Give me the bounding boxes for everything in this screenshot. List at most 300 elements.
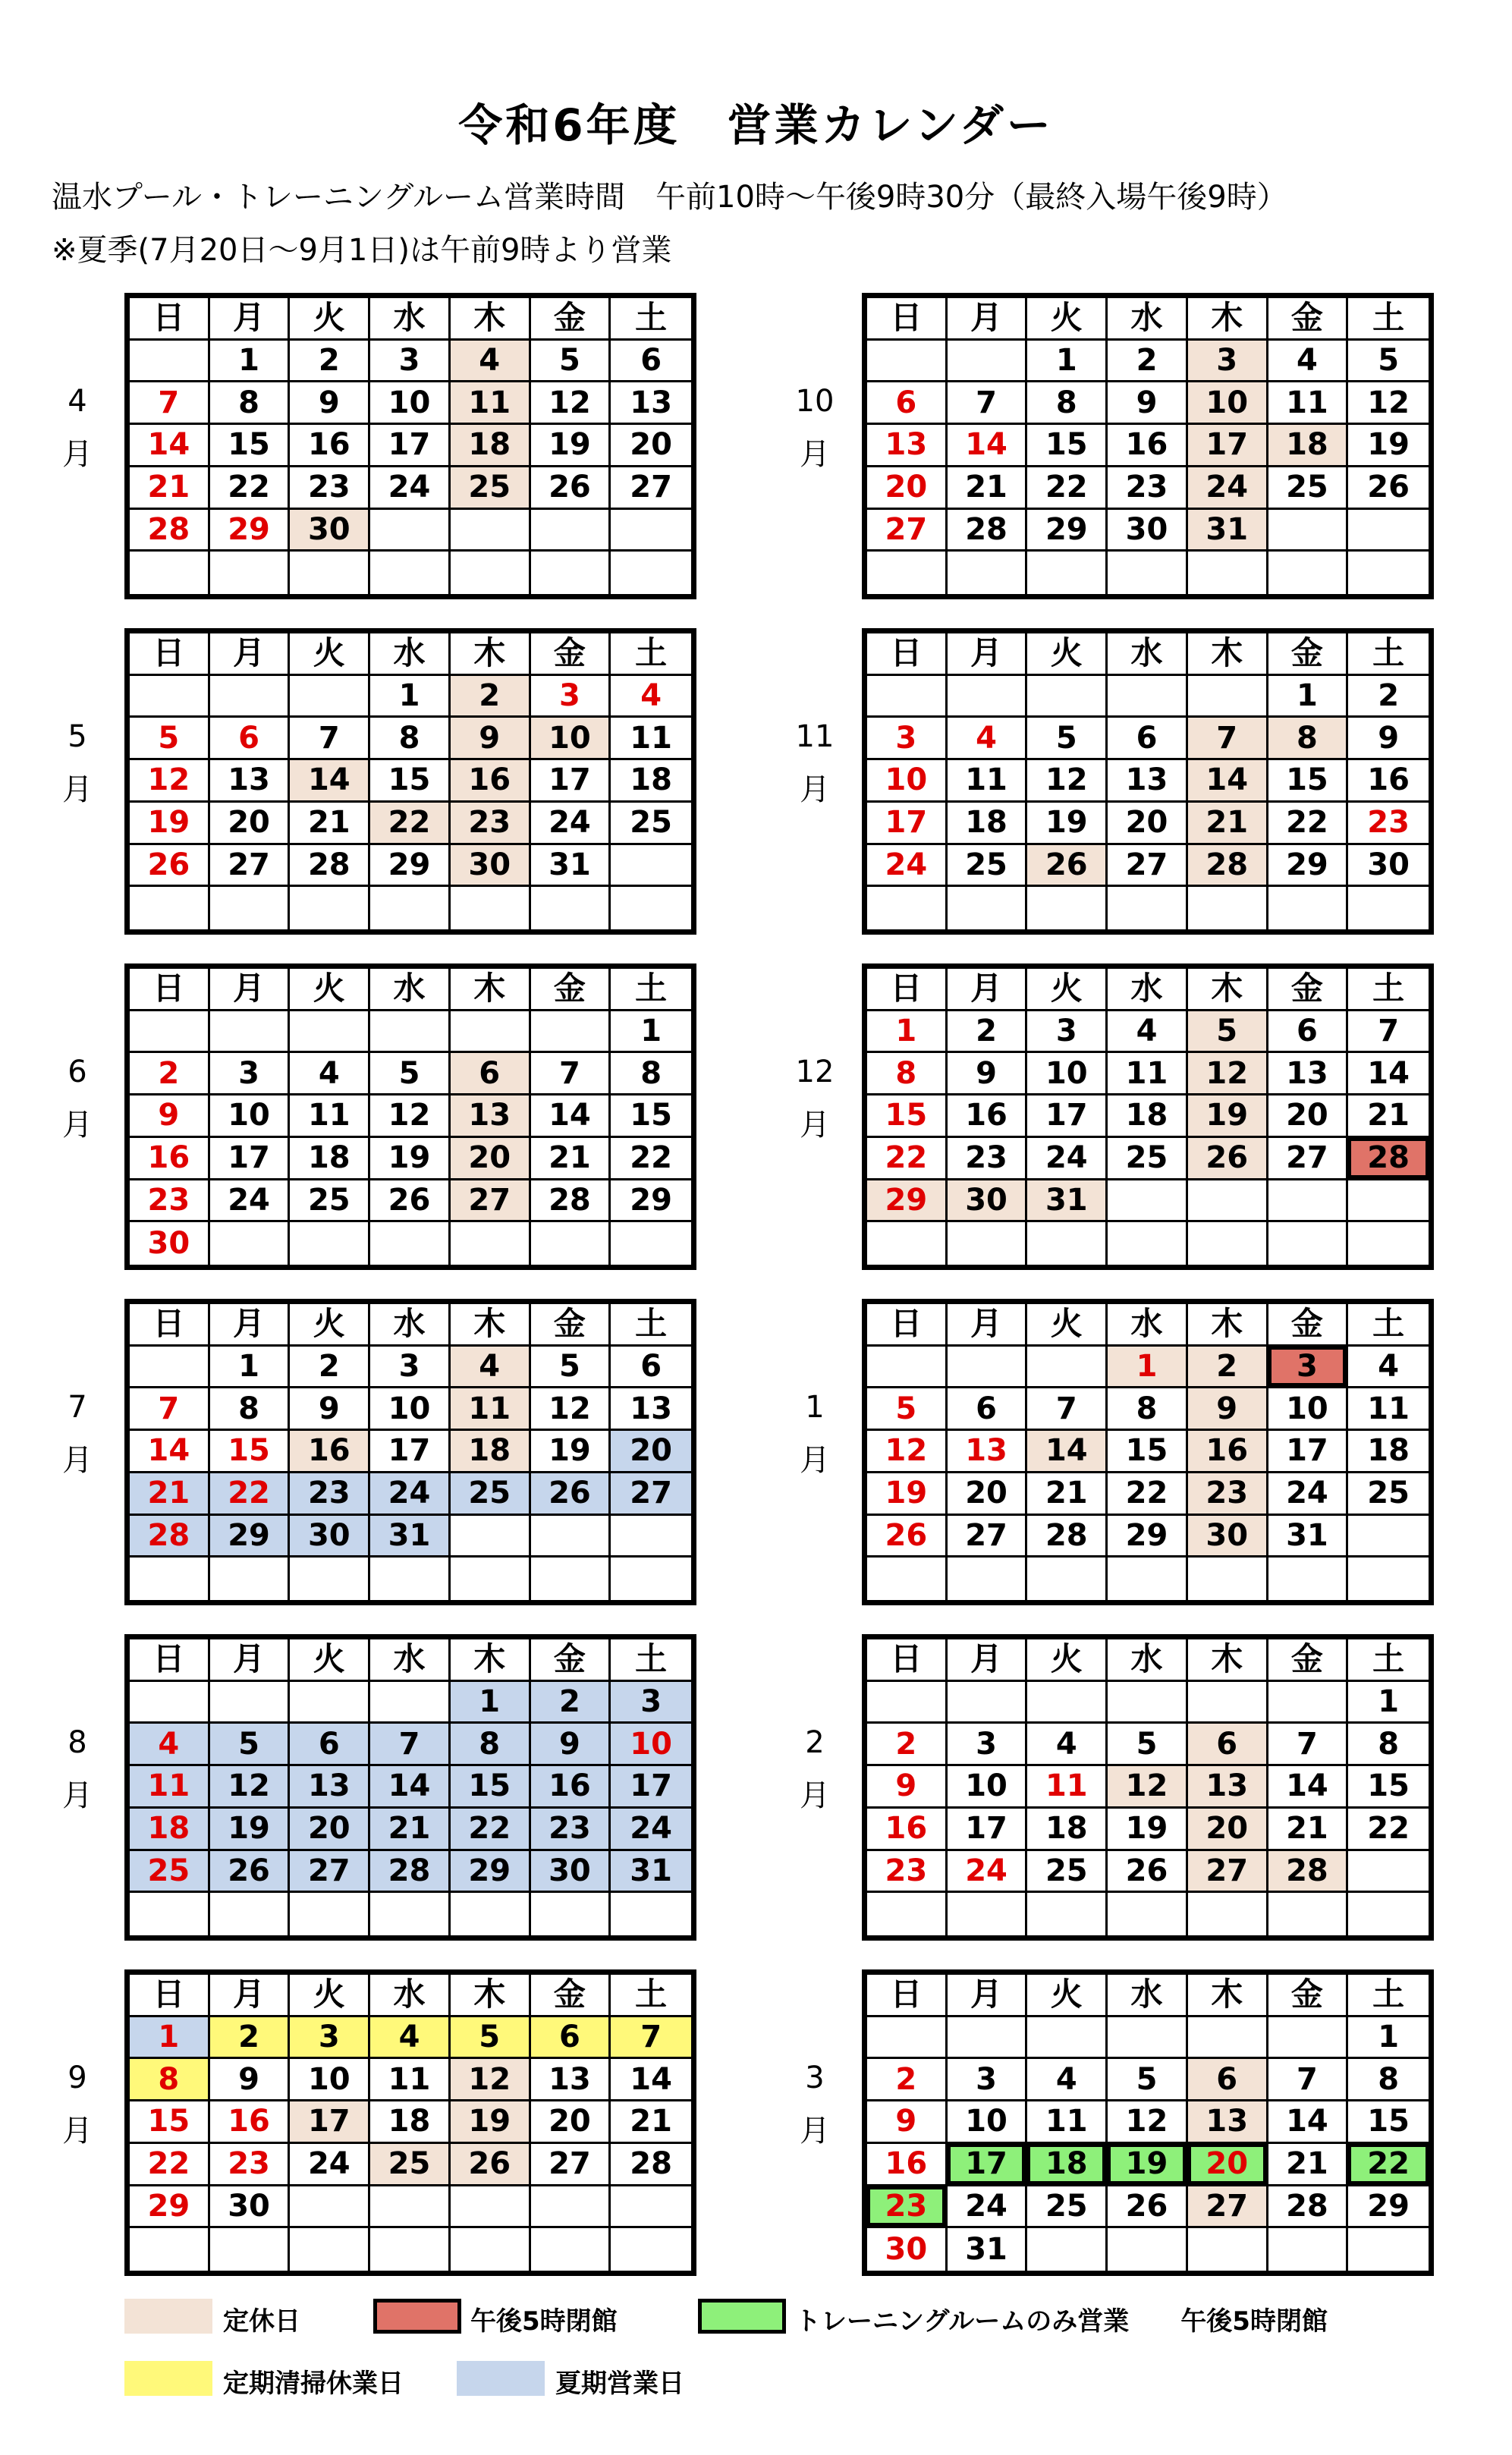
weekday-header: 金 <box>531 969 611 1011</box>
legend-label: 定休日 <box>223 2306 300 2337</box>
day-cell: 20 <box>290 1809 370 1851</box>
empty-cell <box>611 887 691 929</box>
empty-cell <box>1188 887 1268 929</box>
day-cell: 12 <box>531 1388 611 1431</box>
day-cell: 6 <box>611 341 691 383</box>
empty-cell <box>531 2228 611 2271</box>
weekday-header: 土 <box>1348 1975 1429 2017</box>
day-cell: 22 <box>130 2144 210 2186</box>
day-cell: 15 <box>611 1095 691 1138</box>
day-cell: 15 <box>210 1431 291 1473</box>
day-cell: 14 <box>1268 2101 1349 2144</box>
empty-cell <box>531 887 611 929</box>
day-cell: 14 <box>948 425 1028 467</box>
day-cell: 3 <box>867 718 948 760</box>
empty-cell <box>1348 1558 1429 1600</box>
legend-swatch <box>124 2299 212 2334</box>
weekday-header: 土 <box>611 1304 691 1347</box>
empty-cell <box>867 887 948 929</box>
day-cell: 19 <box>130 803 210 845</box>
day-cell: 24 <box>867 845 948 888</box>
day-cell: 9 <box>1348 718 1429 760</box>
day-cell: 26 <box>210 1851 291 1894</box>
calendar-grid <box>124 1634 696 1941</box>
empty-cell <box>370 1222 451 1265</box>
day-cell: 9 <box>290 1388 370 1431</box>
day-cell: 28 <box>611 2144 691 2186</box>
day-cell: 30 <box>290 510 370 552</box>
month-number: 1 <box>805 1390 825 1425</box>
weekday-header: 水 <box>370 633 451 676</box>
weekday-header: 金 <box>1268 1975 1349 2017</box>
empty-cell <box>130 2228 210 2271</box>
day-cell: 5 <box>451 2017 531 2060</box>
weekday-header: 月 <box>210 298 291 341</box>
empty-cell <box>611 1516 691 1558</box>
day-cell: 28 <box>1188 845 1268 888</box>
day-cell: 11 <box>1108 1053 1188 1095</box>
month-label <box>777 1381 853 1487</box>
empty-cell <box>531 1558 611 1600</box>
day-cell: 26 <box>451 2144 531 2186</box>
month-label <box>777 375 853 481</box>
weekday-header: 火 <box>290 1304 370 1347</box>
month-label <box>777 1045 853 1152</box>
month-unit: 月 <box>800 1443 830 1478</box>
day-cell: 5 <box>531 341 611 383</box>
month-number: 12 <box>795 1055 835 1089</box>
empty-cell <box>1027 676 1108 718</box>
month-calendar-6 <box>62 963 696 1270</box>
weekday-header: 水 <box>370 1975 451 2017</box>
month-unit: 月 <box>800 437 830 472</box>
day-cell: 1 <box>210 341 291 383</box>
day-cell: 13 <box>531 2059 611 2101</box>
empty-cell <box>1348 510 1429 552</box>
weekday-header: 木 <box>1188 1639 1268 1682</box>
day-cell: 22 <box>611 1138 691 1180</box>
day-cell: 24 <box>948 1851 1028 1894</box>
day-cell: 23 <box>948 1138 1028 1180</box>
day-cell: 8 <box>1348 2059 1429 2101</box>
day-cell: 11 <box>948 760 1028 803</box>
empty-cell <box>1268 1180 1349 1223</box>
day-cell: 25 <box>1027 2186 1108 2229</box>
weekday-header: 木 <box>1188 969 1268 1011</box>
weekday-header: 金 <box>1268 298 1349 341</box>
day-cell: 27 <box>948 1516 1028 1558</box>
month-label <box>39 1381 115 1487</box>
empty-cell <box>531 510 611 552</box>
empty-cell <box>1188 1558 1268 1600</box>
empty-cell <box>451 1893 531 1935</box>
day-cell: 16 <box>1188 1431 1268 1473</box>
month-number: 4 <box>68 384 87 419</box>
day-cell: 27 <box>611 1473 691 1516</box>
weekday-header: 月 <box>948 1639 1028 1682</box>
day-cell: 5 <box>1027 718 1108 760</box>
empty-cell <box>1188 1893 1268 1935</box>
day-cell: 3 <box>290 2017 370 2060</box>
day-cell: 1 <box>370 676 451 718</box>
day-cell: 6 <box>1108 718 1188 760</box>
empty-cell <box>451 1516 531 1558</box>
weekday-header: 月 <box>210 969 291 1011</box>
day-cell: 7 <box>611 2017 691 2060</box>
calendar-grid <box>124 1299 696 1605</box>
calendar-grid <box>862 963 1434 1270</box>
day-cell: 24 <box>370 467 451 510</box>
day-cell: 30 <box>531 1851 611 1894</box>
month-unit: 月 <box>62 2114 93 2149</box>
day-cell: 14 <box>1188 760 1268 803</box>
day-cell: 27 <box>531 2144 611 2186</box>
day-cell: 20 <box>611 1431 691 1473</box>
day-cell: 28 <box>948 510 1028 552</box>
weekday-header: 月 <box>210 1304 291 1347</box>
day-cell: 3 <box>1188 341 1268 383</box>
day-cell: 10 <box>1268 1388 1349 1431</box>
day-cell: 16 <box>531 1766 611 1809</box>
day-cell: 10 <box>948 2101 1028 2144</box>
empty-cell <box>1027 1222 1108 1265</box>
day-cell: 12 <box>531 382 611 425</box>
day-cell: 25 <box>451 467 531 510</box>
empty-cell <box>1027 2228 1108 2271</box>
day-cell: 15 <box>210 425 291 467</box>
day-cell: 27 <box>451 1180 531 1223</box>
empty-cell <box>948 1893 1028 1935</box>
empty-cell <box>210 676 291 718</box>
day-cell: 8 <box>1108 1388 1188 1431</box>
weekday-header: 火 <box>1027 298 1108 341</box>
empty-cell <box>1348 1851 1429 1894</box>
day-cell: 13 <box>1188 2101 1268 2144</box>
month-calendar-12 <box>795 963 1434 1270</box>
day-cell: 28 <box>1268 2186 1349 2229</box>
weekday-header: 月 <box>948 298 1028 341</box>
empty-cell <box>531 1516 611 1558</box>
empty-cell <box>948 1222 1028 1265</box>
day-cell: 4 <box>290 1053 370 1095</box>
day-cell: 3 <box>1027 1011 1108 1054</box>
day-cell: 21 <box>611 2101 691 2144</box>
day-cell: 7 <box>130 1388 210 1431</box>
day-cell: 31 <box>1027 1180 1108 1223</box>
day-cell: 2 <box>130 1053 210 1095</box>
empty-cell <box>370 1682 451 1724</box>
month-number: 8 <box>68 1725 87 1760</box>
empty-cell <box>1268 510 1349 552</box>
day-cell: 14 <box>130 425 210 467</box>
day-cell: 26 <box>1027 845 1108 888</box>
empty-cell <box>1188 676 1268 718</box>
day-cell: 23 <box>867 2186 948 2229</box>
empty-cell <box>867 676 948 718</box>
day-cell: 29 <box>451 1851 531 1894</box>
empty-cell <box>1108 1682 1188 1724</box>
weekday-header: 土 <box>611 1639 691 1682</box>
month-unit: 月 <box>800 772 830 807</box>
day-cell: 15 <box>1268 760 1349 803</box>
calendar-grid <box>862 1299 1434 1605</box>
weekday-header: 金 <box>531 1639 611 1682</box>
day-cell: 23 <box>290 1473 370 1516</box>
empty-cell <box>867 1893 948 1935</box>
day-cell: 7 <box>948 382 1028 425</box>
empty-cell <box>1348 1222 1429 1265</box>
calendar-grid <box>124 1969 696 2276</box>
day-cell: 21 <box>370 1809 451 1851</box>
day-cell: 28 <box>290 845 370 888</box>
month-calendar-11 <box>795 628 1434 935</box>
day-cell: 13 <box>1108 760 1188 803</box>
day-cell: 4 <box>1348 1347 1429 1389</box>
day-cell: 8 <box>210 1388 291 1431</box>
empty-cell <box>1108 1558 1188 1600</box>
day-cell: 2 <box>290 341 370 383</box>
day-cell: 17 <box>1268 1431 1349 1473</box>
day-cell: 6 <box>290 1724 370 1766</box>
month-label <box>777 2051 853 2158</box>
day-cell: 30 <box>130 1222 210 1265</box>
day-cell: 17 <box>210 1138 291 1180</box>
empty-cell <box>210 1558 291 1600</box>
weekday-header: 日 <box>130 1639 210 1682</box>
day-cell: 12 <box>867 1431 948 1473</box>
day-cell: 3 <box>370 341 451 383</box>
empty-cell <box>1348 887 1429 929</box>
day-cell: 11 <box>451 1388 531 1431</box>
empty-cell <box>451 552 531 594</box>
weekday-header: 土 <box>1348 1304 1429 1347</box>
day-cell: 18 <box>1348 1431 1429 1473</box>
day-cell: 28 <box>531 1180 611 1223</box>
empty-cell <box>1188 552 1268 594</box>
day-cell: 18 <box>948 803 1028 845</box>
day-cell: 1 <box>1027 341 1108 383</box>
day-cell: 16 <box>210 2101 291 2144</box>
day-cell: 3 <box>210 1053 291 1095</box>
month-number: 2 <box>805 1725 825 1760</box>
month-number: 3 <box>805 2061 825 2095</box>
empty-cell <box>130 887 210 929</box>
day-cell: 12 <box>451 2059 531 2101</box>
day-cell: 22 <box>210 1473 291 1516</box>
weekday-header: 日 <box>867 1975 948 2017</box>
day-cell: 20 <box>867 467 948 510</box>
empty-cell <box>1348 2228 1429 2271</box>
weekday-header: 木 <box>451 633 531 676</box>
legend-swatch <box>457 2361 545 2396</box>
day-cell: 5 <box>370 1053 451 1095</box>
calendar-grid <box>124 963 696 1270</box>
month-number: 11 <box>795 719 835 754</box>
day-cell: 11 <box>290 1095 370 1138</box>
day-cell: 19 <box>1188 1095 1268 1138</box>
day-cell: 17 <box>370 425 451 467</box>
weekday-header: 木 <box>1188 1975 1268 2017</box>
day-cell: 25 <box>290 1180 370 1223</box>
day-cell: 24 <box>1268 1473 1349 1516</box>
day-cell: 6 <box>531 2017 611 2060</box>
day-cell: 21 <box>1348 1095 1429 1138</box>
month-calendar-10 <box>795 293 1434 599</box>
day-cell: 5 <box>130 718 210 760</box>
empty-cell <box>531 1222 611 1265</box>
day-cell: 13 <box>611 1388 691 1431</box>
day-cell: 19 <box>531 425 611 467</box>
empty-cell <box>1268 1222 1349 1265</box>
empty-cell <box>370 552 451 594</box>
day-cell: 19 <box>370 1138 451 1180</box>
day-cell: 15 <box>451 1766 531 1809</box>
day-cell: 1 <box>130 2017 210 2060</box>
empty-cell <box>1188 2228 1268 2271</box>
empty-cell <box>1108 2228 1188 2271</box>
day-cell: 4 <box>1027 2059 1108 2101</box>
day-cell: 11 <box>451 382 531 425</box>
empty-cell <box>611 2186 691 2229</box>
day-cell: 12 <box>1348 382 1429 425</box>
day-cell: 29 <box>1108 1516 1188 1558</box>
day-cell: 4 <box>370 2017 451 2060</box>
legend-swatch <box>698 2299 786 2334</box>
day-cell: 5 <box>531 1347 611 1389</box>
empty-cell <box>1348 552 1429 594</box>
weekday-header: 日 <box>867 969 948 1011</box>
day-cell: 4 <box>1108 1011 1188 1054</box>
day-cell: 8 <box>867 1053 948 1095</box>
day-cell: 7 <box>1268 1724 1349 1766</box>
day-cell: 25 <box>1108 1138 1188 1180</box>
day-cell: 23 <box>130 1180 210 1223</box>
month-number: 9 <box>68 2061 87 2095</box>
empty-cell <box>290 1893 370 1935</box>
weekday-header: 月 <box>210 1639 291 1682</box>
day-cell: 30 <box>1108 510 1188 552</box>
day-cell: 10 <box>210 1095 291 1138</box>
day-cell: 17 <box>290 2101 370 2144</box>
day-cell: 21 <box>1268 1809 1349 1851</box>
empty-cell <box>290 552 370 594</box>
month-unit: 月 <box>62 1108 93 1143</box>
day-cell: 14 <box>531 1095 611 1138</box>
weekday-header: 木 <box>1188 633 1268 676</box>
day-cell: 5 <box>1108 2059 1188 2101</box>
day-cell: 11 <box>1268 382 1349 425</box>
empty-cell <box>1348 1893 1429 1935</box>
weekday-header: 火 <box>290 969 370 1011</box>
day-cell: 17 <box>611 1766 691 1809</box>
empty-cell <box>370 2228 451 2271</box>
day-cell: 12 <box>130 760 210 803</box>
day-cell: 30 <box>1188 1516 1268 1558</box>
empty-cell <box>1027 552 1108 594</box>
day-cell: 27 <box>1268 1138 1349 1180</box>
day-cell: 30 <box>210 2186 291 2229</box>
day-cell: 2 <box>290 1347 370 1389</box>
weekday-header: 水 <box>1108 969 1188 1011</box>
day-cell: 25 <box>948 845 1028 888</box>
day-cell: 6 <box>948 1388 1028 1431</box>
business-hours-text: 温水プール・トレーニングルーム営業時間 午前10時～午後9時30分（最終入場午後9時） <box>52 180 1287 215</box>
month-unit: 月 <box>62 1778 93 1813</box>
empty-cell <box>611 1222 691 1265</box>
empty-cell <box>370 510 451 552</box>
day-cell: 23 <box>1188 1473 1268 1516</box>
day-cell: 25 <box>451 1473 531 1516</box>
empty-cell <box>451 1011 531 1054</box>
month-label <box>777 1716 853 1822</box>
day-cell: 6 <box>210 718 291 760</box>
empty-cell <box>531 1893 611 1935</box>
day-cell: 28 <box>130 510 210 552</box>
weekday-header: 日 <box>867 1639 948 1682</box>
day-cell: 27 <box>1188 2186 1268 2229</box>
day-cell: 29 <box>210 1516 291 1558</box>
day-cell: 7 <box>1348 1011 1429 1054</box>
day-cell: 31 <box>531 845 611 888</box>
day-cell: 19 <box>531 1431 611 1473</box>
weekday-header: 火 <box>1027 1975 1108 2017</box>
day-cell: 9 <box>867 2101 948 2144</box>
day-cell: 3 <box>370 1347 451 1389</box>
empty-cell <box>1268 552 1349 594</box>
weekday-header: 木 <box>1188 1304 1268 1347</box>
weekday-header: 木 <box>451 1639 531 1682</box>
page-title: 令和6年度 営業カレンダー <box>458 99 1054 151</box>
day-cell: 19 <box>1027 803 1108 845</box>
month-number: 7 <box>68 1390 87 1425</box>
day-cell: 9 <box>290 382 370 425</box>
day-cell: 2 <box>1188 1347 1268 1389</box>
empty-cell <box>867 341 948 383</box>
weekday-header: 土 <box>1348 633 1429 676</box>
empty-cell <box>1027 1893 1108 1935</box>
day-cell: 17 <box>1027 1095 1108 1138</box>
day-cell: 26 <box>370 1180 451 1223</box>
day-cell: 12 <box>1027 760 1108 803</box>
day-cell: 14 <box>290 760 370 803</box>
weekday-header: 金 <box>531 298 611 341</box>
month-number: 5 <box>68 719 87 754</box>
day-cell: 31 <box>1268 1516 1349 1558</box>
empty-cell <box>130 341 210 383</box>
day-cell: 26 <box>867 1516 948 1558</box>
day-cell: 16 <box>867 2144 948 2186</box>
empty-cell <box>290 2228 370 2271</box>
empty-cell <box>130 1347 210 1389</box>
day-cell: 9 <box>1188 1388 1268 1431</box>
weekday-header: 火 <box>1027 1304 1108 1347</box>
day-cell: 8 <box>130 2059 210 2101</box>
day-cell: 16 <box>948 1095 1028 1138</box>
day-cell: 20 <box>531 2101 611 2144</box>
day-cell: 15 <box>1108 1431 1188 1473</box>
month-calendar-5 <box>62 628 696 935</box>
weekday-header: 日 <box>867 298 948 341</box>
day-cell: 22 <box>1268 803 1349 845</box>
weekday-header: 火 <box>290 633 370 676</box>
weekday-header: 木 <box>451 1975 531 2017</box>
day-cell: 4 <box>1268 341 1349 383</box>
empty-cell <box>867 1347 948 1389</box>
day-cell: 25 <box>370 2144 451 2186</box>
day-cell: 18 <box>130 1809 210 1851</box>
day-cell: 22 <box>1027 467 1108 510</box>
day-cell: 12 <box>1108 2101 1188 2144</box>
